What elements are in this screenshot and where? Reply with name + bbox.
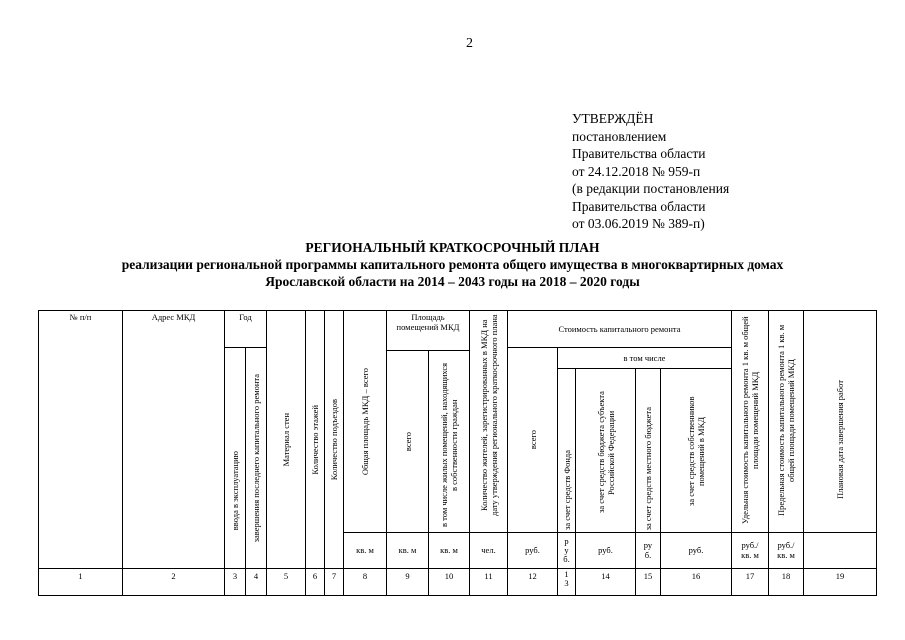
header-floors: Количество этажей [310,404,320,475]
header-cost: Стоимость капитального ремонта [558,324,681,334]
approval-line: постановлением [572,128,667,144]
approval-line: Правительства области [572,198,706,214]
header-wall-material: Материал стен [281,412,291,467]
header-fund: за счет средств Фонда [561,450,572,530]
column-number: 1 3 [564,569,569,588]
approval-line: от 24.12.2018 № 959-п [572,163,701,179]
column-number: 3 [232,571,238,581]
header-max-cost: Предельная стоимость капитального ремонта 1 кв. м общей площади помещений МКД [776,324,796,517]
column-number: 2 [171,571,176,581]
header-including: в том числе [623,353,666,363]
approval-line: УТВЕРЖДЁН [572,111,654,126]
unit-residents: чел. [481,544,496,555]
approval-line: Правительства области [572,146,706,161]
header-federal: за счет средств бюджета субъекта Российской Федерации [595,391,616,514]
title-line-3: Ярославской области на 2014 – 2043 годы на 2018 – 2020 годы [265,274,640,289]
header-premises-area: Площадь помещений МКД [396,312,460,332]
unit-premises-residential: кв. м [440,544,458,555]
unit-premises-total: кв. м [398,544,417,555]
unit-unit-cost: руб./ кв. м [741,540,759,560]
unit-owners: руб. [688,544,704,555]
unit-cost-total: руб. [525,544,540,555]
column-number: 7 [331,571,337,581]
header-premises-residential: в том числе жилых помещений, находящихся в собственности граждан [439,362,459,528]
header-num: № п/п [69,312,92,322]
unit-total-area: кв. м [356,544,374,555]
column-number: 14 [601,571,610,581]
header-owners: за счет средств собственников помещений в МКД [686,395,706,506]
column-number: 19 [835,571,845,581]
column-number: 11 [484,571,493,581]
column-number: 12 [528,571,537,581]
unit-fund: р у б. [563,536,570,564]
column-number: 8 [362,571,368,581]
column-number: 10 [444,571,454,581]
header-unit-cost: Удельная стоимость капитального ремонта 1 кв. м общей площади помещений МКД [740,316,760,525]
header-local: за счет средств местного бюджета [643,406,653,530]
header-total-area: Общая площадь МКД – всего [360,367,370,476]
approval-line: (в редакции постановления [572,181,730,196]
header-year-last-repair: завершения последнего капитального ремонта [251,373,261,543]
column-number: 5 [283,571,289,581]
page-number: 2 [466,36,473,51]
header-planned-date: Плановая дата завершения работ [835,379,845,500]
header-entrances: Количество подъездов [329,398,339,481]
approval-line: от 03.06.2019 № 389-п) [572,216,705,231]
unit-federal: руб. [598,544,613,555]
column-number: 1 [78,571,83,581]
column-number: 6 [312,571,318,581]
column-number: 15 [643,571,653,581]
header-year-commissioning: ввода в эксплуатацию [230,450,240,530]
column-number: 9 [405,571,410,581]
column-number: 16 [691,571,701,581]
title-line-1: РЕГИОНАЛЬНЫЙ КРАТКОСРОЧНЫЙ ПЛАН [305,240,600,255]
column-number: 18 [781,571,791,581]
header-year: Год [239,312,252,322]
title-line-2: реализации региональной программы капитального ремонта общего имущества в многоквартирных домах [121,257,784,272]
column-number: 17 [745,571,755,581]
header-residents: Количество жителей, зарегистрированных в МКД на дату утверждения регионального краткосрочного плана [478,314,499,517]
header-premises-total: всего [402,431,413,452]
header-address: Адрес МКД [151,312,196,322]
header-cost-total: всего [527,430,538,450]
unit-max-cost: руб./ кв. м [777,540,795,560]
unit-local: ру б. [643,540,653,560]
column-number: 4 [253,571,259,581]
